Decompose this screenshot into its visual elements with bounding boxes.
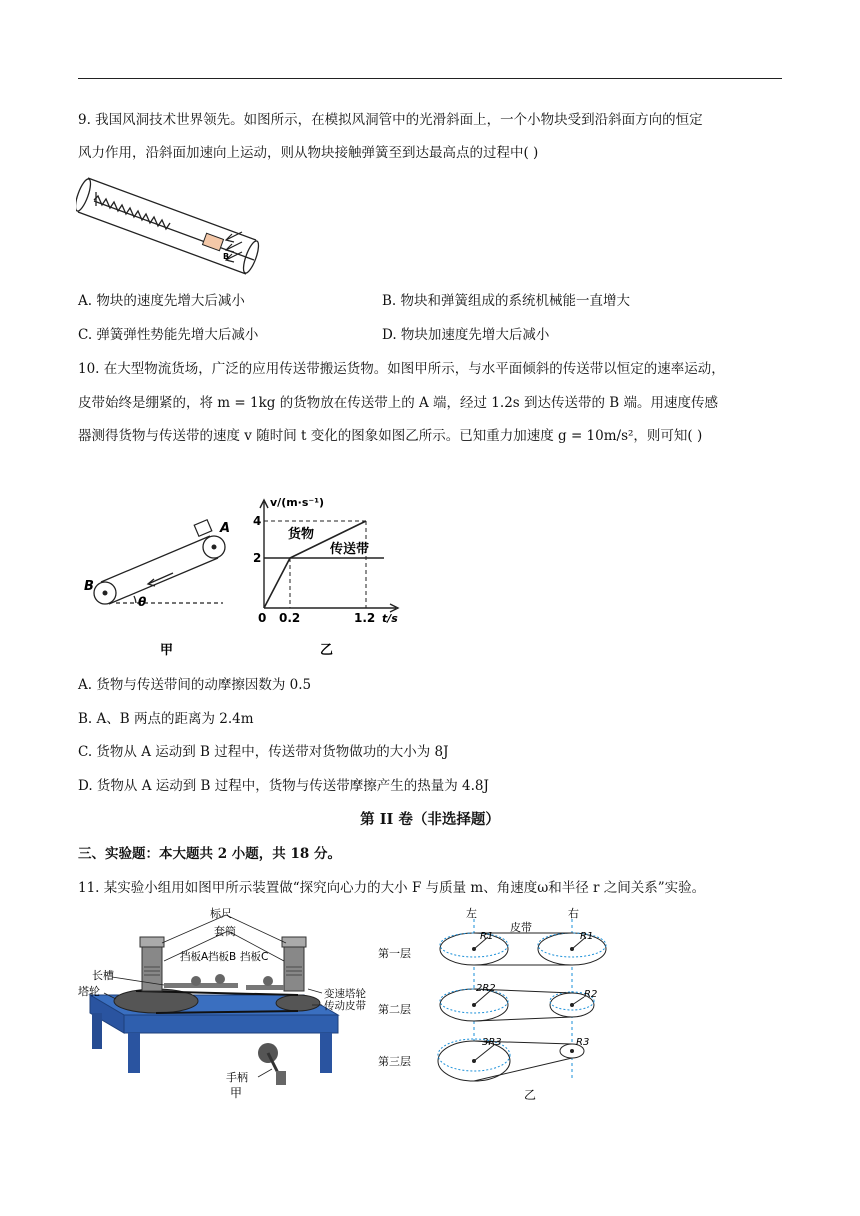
label-biaochi: 标尺 [210, 907, 232, 920]
label-r1-left: R1 [480, 931, 494, 942]
q9-option-d: D. 物块加速度先增大后减小 [382, 327, 550, 343]
centripetal-apparatus-figure [76, 905, 366, 1100]
fig-label-b: B [223, 252, 230, 261]
label-changcao: 长槽 [92, 969, 114, 982]
label-theta: θ [138, 595, 147, 609]
wind-tunnel-figure [76, 172, 266, 282]
label-dangban-b: 挡板B [208, 951, 237, 963]
label-r3-right: R3 [576, 1037, 590, 1048]
tick-x-0-2: 0.2 [279, 611, 301, 625]
tick-zero: 0 [258, 611, 267, 625]
label-layer3: 第三层 [378, 1055, 411, 1068]
q9-option-b: B. 物块和弹簧组成的系统机械能一直增大 [382, 293, 631, 309]
label-chuandong: 传动皮带 [324, 1000, 366, 1012]
graph-ylabel: v/(m·s⁻¹) [270, 496, 325, 509]
conveyor-figure [78, 508, 248, 658]
q10-option-b: B. A、B 两点的距离为 2.4m [78, 711, 254, 727]
label-talun: 塔轮 [78, 985, 100, 998]
q10-line3: 器测得货物与传送带的速度 v 随时间 t 变化的图象如图乙所示。已知重力加速度 g = 10m/s²，则可知( ) [78, 428, 703, 444]
q10-line2: 皮带始终是绷紧的，将 m = 1kg 的货物放在传送带上的 A 端，经过 1.2s 到达传送带的 B 端。用速度传感 [78, 395, 719, 411]
label-layer1: 第一层 [378, 947, 411, 960]
block-icon [202, 233, 223, 250]
tick-y-2: 2 [253, 551, 262, 565]
caption-yi: 乙 [320, 643, 334, 658]
label-biansu: 变速塔轮 [324, 988, 366, 1000]
q10-option-d: D. 货物从 A 运动到 B 过程中，货物与传送带摩擦产生的热量为 4.8J [78, 778, 489, 794]
q11-line1: 11. 某实验小组用如图甲所示装置做“探究向心力的大小 F 与质量 m、角速度ω和半径 r 之间关系”实验。 [78, 880, 706, 896]
cargo-box-icon [194, 520, 212, 537]
label-dangban-a: 挡板A [180, 951, 209, 963]
caption-jia: 甲 [160, 643, 174, 658]
q9-option-c: C. 弹簧弹性势能先增大后减小 [78, 327, 259, 343]
q9-option-a: A. 物块的速度先增大后减小 [78, 293, 245, 309]
label-shoubing: 手柄 [226, 1071, 248, 1084]
q10-option-c: C. 货物从 A 运动到 B 过程中，传送带对货物做功的大小为 8J [78, 744, 449, 760]
label-left: 左 [466, 907, 477, 920]
label-b: B [84, 579, 94, 594]
q9-line1: 9. 我国风洞技术世界领先。如图所示，在模拟风洞管中的光滑斜面上，一个小物块受到沿斜面方向的恒定 [78, 112, 703, 128]
label-r2-left: 2R2 [476, 983, 496, 994]
label-r1-right: R1 [580, 931, 594, 942]
caption-q11-yi: 乙 [524, 1088, 537, 1102]
tick-x-1-2: 1.2 [354, 611, 376, 625]
caption-q11-jia: 甲 [230, 1086, 243, 1100]
graph-xlabel: t/s [382, 612, 398, 625]
q10-option-a: A. 货物与传送带间的动摩擦因数为 0.5 [78, 677, 312, 693]
label-right: 右 [568, 907, 579, 920]
label-belt: 传送带 [330, 542, 370, 557]
label-layer2: 第二层 [378, 1003, 411, 1016]
label-belt: 皮带 [510, 921, 532, 934]
label-r3-left: 3R3 [482, 1037, 502, 1048]
label-a: A [220, 521, 231, 536]
q9-line2: 风力作用，沿斜面加速向上运动，则从物块接触弹簧至到达最高点的过程中( ) [78, 145, 539, 161]
header-rule [78, 78, 782, 79]
pulley-layers-figure [372, 905, 622, 1103]
velocity-graph [250, 490, 410, 658]
label-r2-right: R2 [584, 989, 598, 1000]
label-taotong: 套筒 [214, 925, 236, 938]
q10-line1: 10. 在大型物流货场，广泛的应用传送带搬运货物。如图甲所示，与水平面倾斜的传送带以恒定的速率运动， [78, 361, 725, 377]
label-cargo: 货物 [288, 527, 315, 542]
part2-title: 第 II 卷（非选择题） [360, 811, 500, 828]
label-dangban-c: 挡板C [240, 951, 269, 963]
section3-heading: 三、实验题：本大题共 2 小题，共 18 分。 [78, 846, 341, 862]
tick-y-4: 4 [253, 514, 262, 528]
